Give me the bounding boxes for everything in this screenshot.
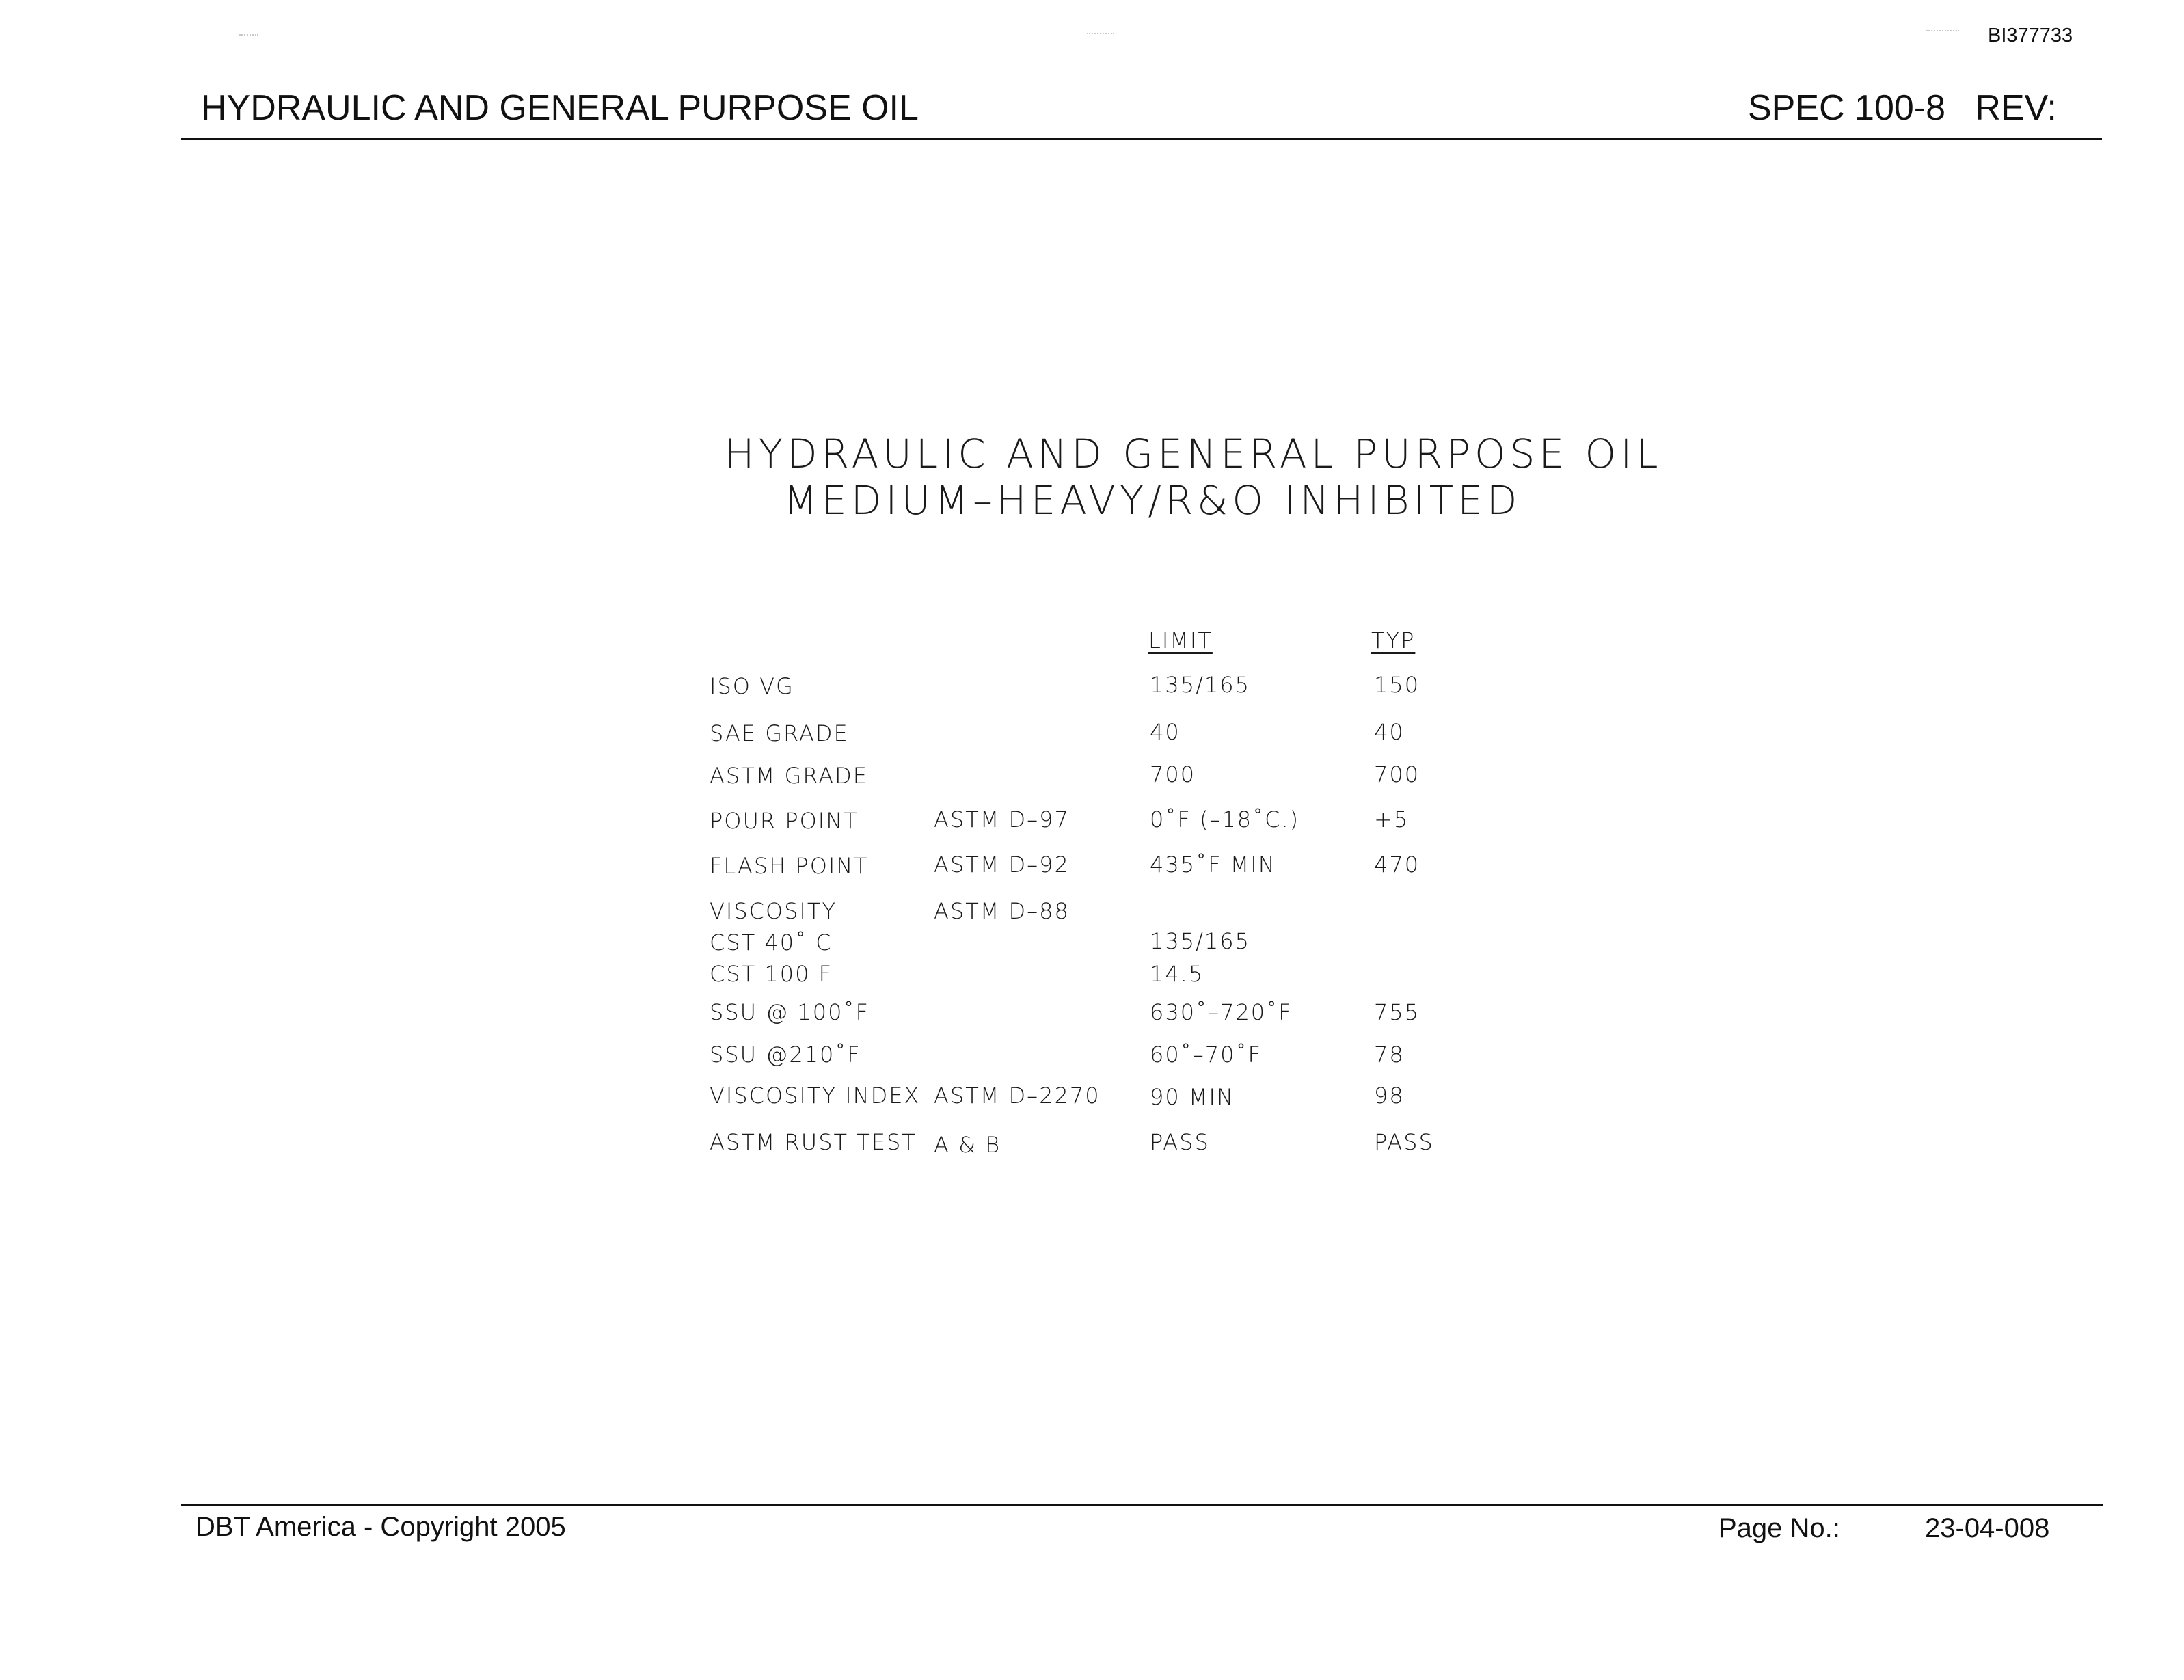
row-method: ASTM D–2270 — [934, 1083, 1101, 1109]
row-method: ASTM D–92 — [934, 852, 1070, 878]
row-limit: 135/165 — [1150, 928, 1250, 954]
row-typ: 98 — [1374, 1083, 1405, 1109]
main-title-line-1: HYDRAULIC AND GENERAL PURPOSE OIL — [725, 431, 1662, 477]
column-header-limit: LIMIT — [1148, 627, 1213, 653]
footer-page-label: Page No.: — [1718, 1513, 1840, 1543]
row-property: SSU @ 100˚F — [710, 999, 869, 1025]
row-limit: 14.5 — [1150, 961, 1204, 987]
row-property: POUR POINT — [710, 808, 859, 834]
document-id: BI377733 — [1988, 25, 2073, 46]
row-typ: 40 — [1374, 719, 1405, 745]
row-limit: 135/165 — [1150, 672, 1250, 698]
row-typ: PASS — [1374, 1129, 1434, 1155]
row-typ: 78 — [1374, 1042, 1405, 1068]
header-title: HYDRAULIC AND GENERAL PURPOSE OIL — [201, 88, 919, 128]
row-property: ASTM RUST TEST — [710, 1129, 917, 1155]
row-method: ASTM D–97 — [934, 807, 1070, 832]
row-property: ASTM GRADE — [710, 763, 869, 789]
row-property: ISO VG — [710, 673, 794, 699]
row-typ: +5 — [1374, 807, 1410, 832]
scan-mark — [1926, 30, 1959, 31]
row-typ: 755 — [1374, 999, 1420, 1025]
footer-copyright: DBT America - Copyright 2005 — [196, 1512, 566, 1542]
row-method: ASTM D–88 — [934, 898, 1070, 924]
row-limit: 40 — [1150, 719, 1181, 745]
row-typ: 150 — [1374, 672, 1420, 698]
row-limit: 630˚–720˚F — [1150, 999, 1293, 1025]
row-property: CST 40˚ C — [710, 930, 833, 956]
row-limit: 435˚F MIN — [1150, 852, 1276, 878]
column-header-typ: TYP — [1371, 627, 1416, 653]
row-property: SSU @210˚F — [710, 1042, 861, 1068]
row-typ: 700 — [1374, 761, 1420, 787]
footer-rule — [181, 1504, 2103, 1506]
main-title-line-2: MEDIUM–HEAVY/R&O INHIBITED — [783, 477, 1522, 524]
row-typ: 470 — [1374, 852, 1420, 878]
footer-page-number: 23-04-008 — [1925, 1513, 2050, 1543]
scan-mark — [1087, 33, 1114, 34]
row-property: SAE GRADE — [710, 720, 849, 746]
scan-mark — [239, 34, 258, 36]
row-property: VISCOSITY — [710, 898, 837, 924]
header-rule — [181, 138, 2102, 140]
row-property: FLASH POINT — [710, 853, 869, 879]
row-property: VISCOSITY INDEX — [710, 1083, 921, 1109]
header-spec: SPEC 100-8 REV: — [1748, 88, 2057, 128]
row-method: A & B — [934, 1132, 1001, 1158]
row-limit: PASS — [1150, 1129, 1210, 1155]
row-limit: 700 — [1150, 761, 1196, 787]
row-limit: 0˚F (–18˚C.) — [1150, 807, 1300, 832]
row-limit: 90 MIN — [1150, 1084, 1235, 1110]
row-limit: 60˚–70˚F — [1150, 1042, 1262, 1068]
row-property: CST 100 F — [710, 961, 833, 987]
